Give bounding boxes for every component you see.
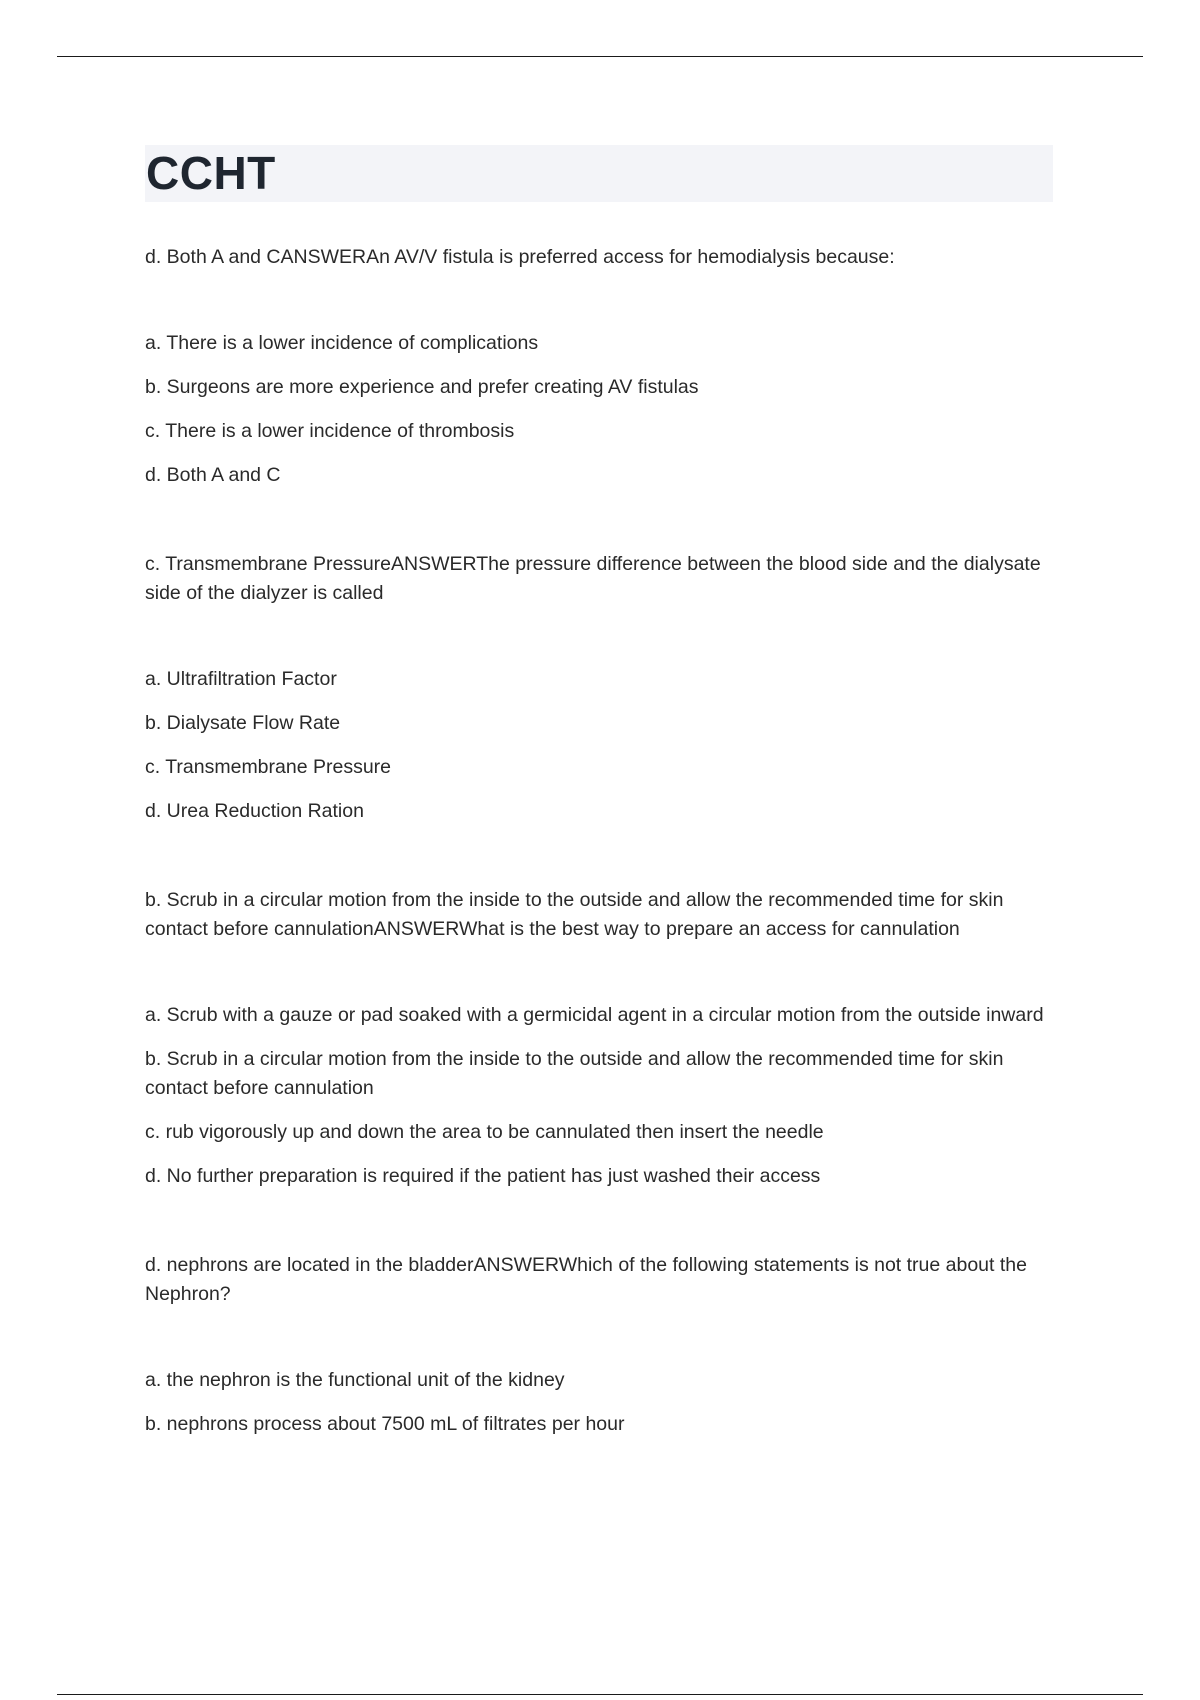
answer-option: a. Ultrafiltration Factor — [145, 668, 337, 690]
question-prompt: c. Transmembrane PressureANSWERThe pressure difference between the blood side and the dialysate side of the dialyzer is called — [145, 553, 1041, 604]
question-prompt: b. Scrub in a circular motion from the inside to the outside and allow the recommended time for skin contact before cannulationANSWERWhat is the best way to prepare an access for cannulation — [145, 889, 1004, 940]
answer-options — [145, 329, 1065, 490]
answer-option: a. There is a lower incidence of complications — [145, 332, 539, 354]
answer-option: a. Scrub with a gauze or pad soaked with a germicidal agent in a circular motion from the outside inward — [145, 1004, 1044, 1026]
answer-options — [145, 1001, 1065, 1191]
answer-option: d. Both A and C — [145, 464, 281, 486]
spacer — [145, 826, 1065, 886]
answer-option: b. Scrub in a circular motion from the inside to the outside and allow the recommended time for skin contact before cannulation — [145, 1048, 1004, 1099]
answer-option: b. Dialysate Flow Rate — [145, 712, 341, 734]
answer-option: b. Surgeons are more experience and prefer creating AV fistulas — [145, 376, 699, 398]
answer-option: d. Urea Reduction Ration — [145, 800, 364, 822]
question-block — [145, 550, 1065, 826]
spacer — [145, 1191, 1065, 1251]
question-block — [145, 886, 1065, 1191]
spacer — [145, 490, 1065, 550]
answer-option: c. There is a lower incidence of thrombosis — [145, 420, 515, 442]
bottom-rule — [57, 1694, 1143, 1695]
title-band — [145, 145, 1053, 202]
answer-option: a. the nephron is the functional unit of the kidney — [145, 1369, 565, 1391]
answer-option: c. rub vigorously up and down the area to be cannulated then insert the needle — [145, 1121, 824, 1143]
document-body — [145, 243, 1065, 1439]
question-block — [145, 1251, 1065, 1439]
page-title: CCHT — [146, 147, 276, 199]
answer-option: b. nephrons process about 7500 mL of filtrates per hour — [145, 1413, 625, 1435]
answer-option: c. Transmembrane Pressure — [145, 756, 392, 778]
question-block — [145, 243, 1065, 490]
question-prompt: d. Both A and CANSWERAn AV/V fistula is preferred access for hemodialysis because: — [145, 246, 895, 268]
answer-options — [145, 665, 1065, 826]
question-prompt: d. nephrons are located in the bladderANSWERWhich of the following statements is not true about the Nephron? — [145, 1254, 1027, 1305]
answer-option: d. No further preparation is required if the patient has just washed their access — [145, 1165, 821, 1187]
top-rule — [57, 56, 1143, 57]
answer-options — [145, 1366, 1065, 1439]
